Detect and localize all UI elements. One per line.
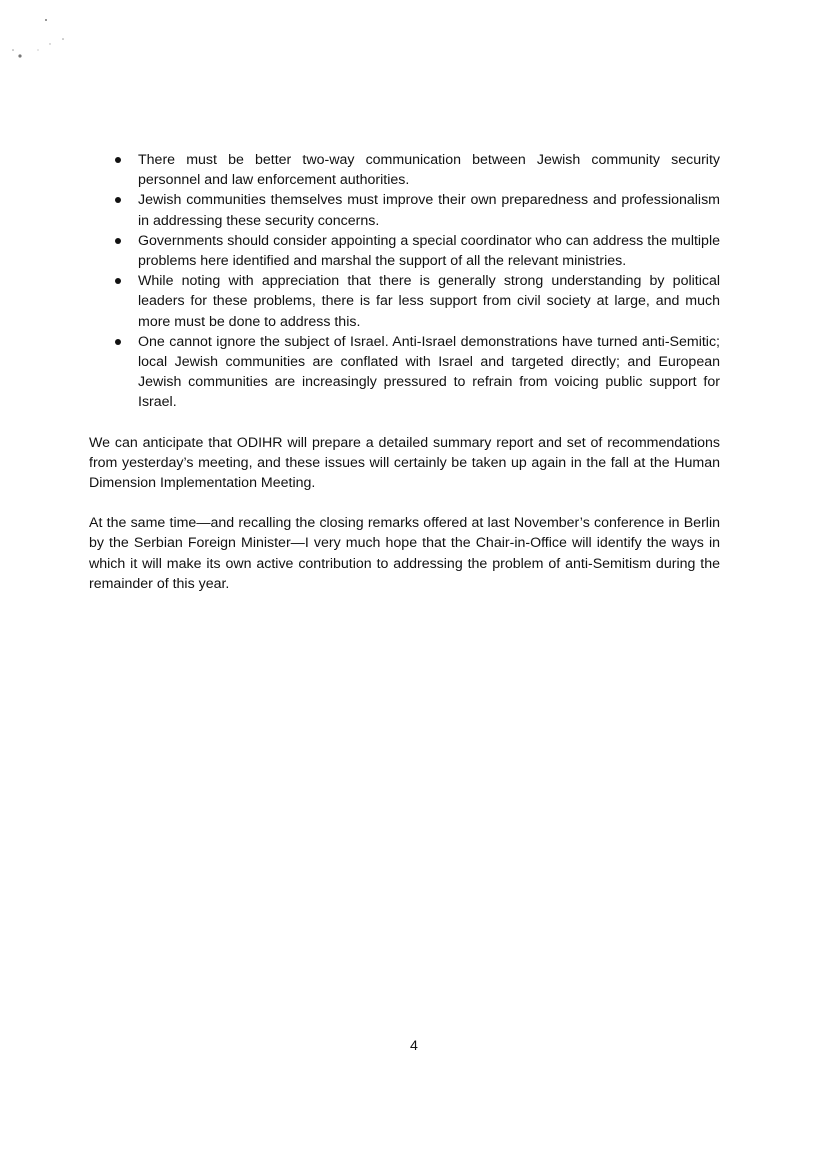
bullet-item (111, 332, 720, 413)
bullet-item (111, 190, 720, 230)
bullet-text: One cannot ignore the subject of Israel. Anti-Israel demonstrations have turned anti-Semitic; local Jewish communities are conflated with Israel and targeted directly; and European Jewish communities are increasingly pressured to refrain from voicing public support for Israel. (138, 333, 720, 411)
bullet-icon (115, 157, 121, 163)
bullet-item (111, 231, 720, 271)
bullet-icon (115, 278, 121, 284)
bullet-text: There must be better two-way communication between Jewish community security personnel and law enforcement authorities. (138, 152, 720, 189)
bullet-list (111, 150, 720, 413)
bullet-text: Jewish communities themselves must improve their own preparedness and professionalism in addressing these security concerns. (138, 192, 720, 229)
bullet-icon (115, 339, 121, 345)
paragraph-chair-in-office: At the same time—and recalling the closing remarks offered at last November’s conference in Berlin by the Serbian Foreign Minister—I very much hope that the Chair-in-Office will identify the ways in which it will make its own active contribution to addressing the problem of anti-Semitism during the remainder of this year. (89, 515, 720, 592)
paragraph-odihr-report: We can anticipate that ODIHR will prepare a detailed summary report and set of recommendations from yesterday’s meeting, and these issues will certainly be taken up again in the fall at the Human Dimension Implementation Meeting. (89, 434, 720, 492)
document-body (89, 150, 720, 594)
bullet-icon (115, 238, 121, 244)
scan-speck-marks (0, 0, 90, 70)
bullet-item (111, 271, 720, 332)
page-number: 4 (410, 1038, 418, 1054)
bullet-item (111, 150, 720, 190)
bullet-icon (115, 197, 121, 203)
bullet-text: Governments should consider appointing a special coordinator who can address the multiple problems here identified and marshal the support of all the relevant ministries. (138, 232, 720, 270)
bullet-text: While noting with appreciation that there is generally strong understanding by political leaders for these problems, there is far less support from civil society at large, and much more must be done to address this. (138, 273, 720, 330)
